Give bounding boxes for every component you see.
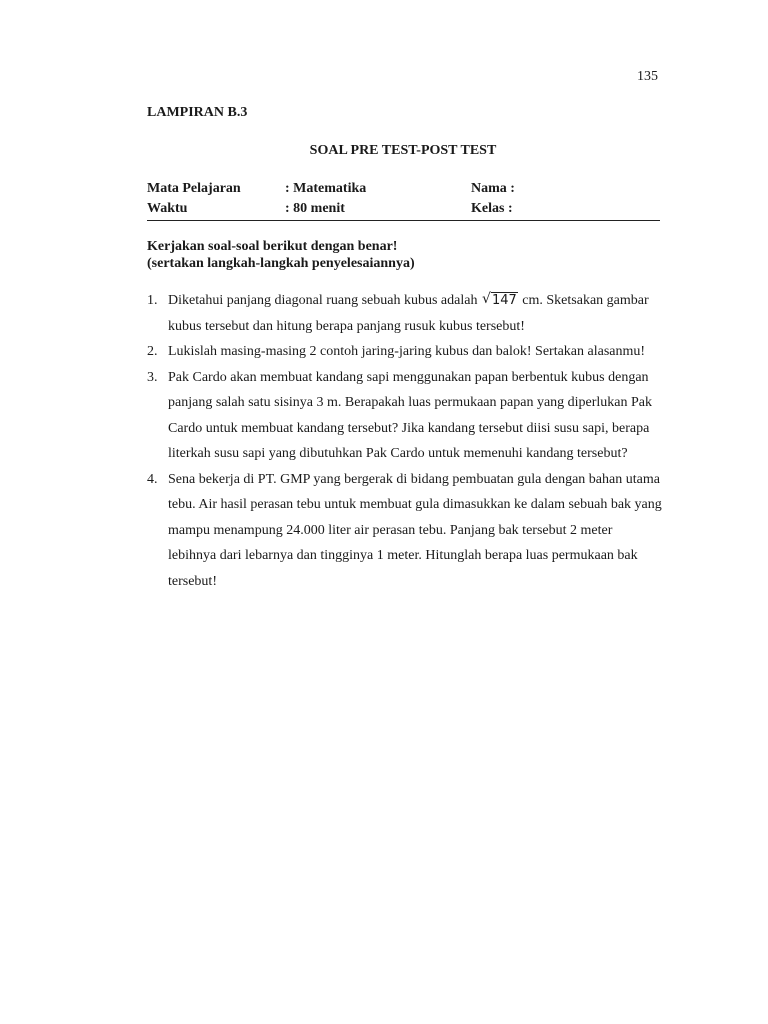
document-title: SOAL PRE TEST-POST TEST [309, 143, 497, 158]
time-value: : 80 menit [285, 201, 345, 216]
square-root-expression [482, 288, 518, 314]
page-number: 135 [637, 69, 658, 84]
square-root-icon: √ [481, 291, 491, 307]
info-row-subject [147, 181, 660, 201]
question-4 [147, 467, 662, 595]
question-text-before: Diketahui panjang diagonal ruang sebuah kubus adalah [168, 293, 481, 308]
class-label: Kelas : [471, 201, 513, 216]
question-1 [147, 288, 662, 339]
question-2 [147, 339, 662, 365]
question-text: Lukislah masing-masing 2 contoh jaring-jaring kubus dan balok! Sertakan alasanmu! [168, 344, 646, 359]
instruction-line-2: (sertakan langkah-langkah penyelesaiannya) [147, 256, 415, 271]
subject-value: : Matematika [285, 181, 367, 196]
student-info-table [147, 181, 660, 221]
question-3 [147, 365, 662, 467]
time-label: Waktu [147, 201, 188, 216]
question-number: 1. [147, 293, 158, 308]
subject-label: Mata Pelajaran [147, 181, 241, 196]
question-number: 3. [147, 369, 158, 385]
question-text-after: cm. Sketsakan gambar kubus tersebut dan hitung berapa panjang rusuk kubus tersebut! [168, 293, 649, 334]
appendix-title: LAMPIRAN B.3 [147, 105, 248, 120]
question-text: Pak Cardo akan membuat kandang sapi menggunakan papan berbentuk kubus dengan panjang salah satu sisinya 3 m. Berapakah luas permukaan papan yang diperlukan Pak Cardo untuk membuat kandang tersebut? Jika kandang tersebut diisi susu sapi, berapa literkah susu sapi yang dibutuhkan Pak Cardo untuk memenuhi kandang tersebut? [168, 369, 653, 461]
info-row-time [147, 201, 660, 221]
header-divider [147, 220, 660, 221]
name-label: Nama : [471, 181, 515, 196]
question-number: 4. [147, 471, 158, 487]
radicand: 147 [491, 293, 517, 308]
instruction-line-1: Kerjakan soal-soal berikut dengan benar! [147, 239, 398, 254]
question-number: 2. [147, 344, 158, 359]
question-list [147, 288, 662, 594]
question-text: Sena bekerja di PT. GMP yang bergerak di bidang pembuatan gula dengan bahan utama tebu. Air hasil perasan tebu untuk membuat gula dimasukkan ke dalam sebuah bak yang mampu menampung 24.000 liter air perasan tebu. Panjang bak tersebut 2 meter lebihnya dari lebarnya dan tingginya 1 meter. Hitunglah berapa luas permukaan bak tersebut! [168, 471, 662, 589]
instructions [147, 238, 415, 272]
